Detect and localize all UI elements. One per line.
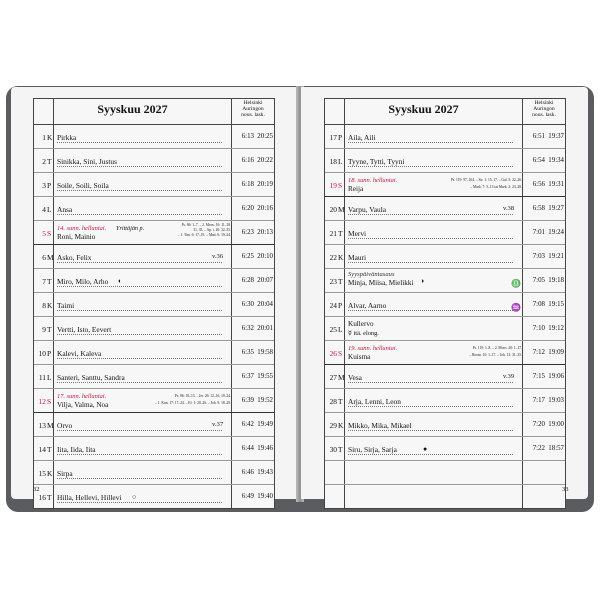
day-number: 1	[42, 133, 46, 142]
sunset-time: 19:27	[548, 205, 564, 212]
holiday-title: 18. sunn. helluntai.	[348, 177, 398, 184]
day-row	[325, 125, 565, 149]
writing-line	[348, 166, 513, 167]
day-row	[34, 485, 274, 508]
writing-line	[57, 262, 222, 263]
day-number: 2	[42, 157, 46, 166]
right-day-rows	[325, 125, 565, 508]
writing-line	[57, 214, 222, 215]
bible-reading-line: Ps. 86: 10–13. – Jer. 26: 12–16, 19–24.	[174, 394, 231, 398]
name-days: Vilja, Valma, Noa	[57, 401, 109, 409]
day-row	[34, 293, 274, 317]
sunrise-time: 7:20	[532, 421, 545, 428]
day-number: 7	[42, 277, 46, 286]
sunrise-time: 7:03	[532, 253, 545, 260]
day-number: 9	[42, 325, 46, 334]
day-row	[34, 317, 274, 341]
name-days: Pirkka	[57, 133, 77, 142]
day-row	[325, 269, 565, 293]
page-number-left: 32	[33, 486, 40, 493]
day-row	[34, 149, 274, 173]
sunset-time: 19:58	[257, 349, 273, 356]
sunset-time: 20:16	[257, 205, 273, 212]
sunrise-time: 6:56	[532, 181, 545, 188]
right-page	[301, 87, 588, 499]
sunrise-time: 6:16	[241, 157, 254, 164]
writing-line	[348, 430, 513, 431]
sunset-time: 20:25	[257, 133, 273, 140]
day-row	[34, 269, 274, 293]
sunrise-time: 7:22	[532, 445, 545, 452]
week-number: v.37	[212, 421, 224, 428]
day-row	[34, 245, 274, 269]
name-days: Vertti, Isto, Eevert	[57, 325, 112, 334]
astronomical-note: Syyspäiväntasaus	[348, 271, 395, 278]
day-row	[325, 245, 565, 269]
writing-line	[57, 430, 222, 431]
sunset-time: 20:07	[257, 277, 273, 284]
name-days: Sirpa	[57, 469, 73, 478]
sunset-time: 19:37	[548, 133, 564, 140]
sunset-time: 19:55	[257, 373, 273, 380]
day-number: 22	[329, 253, 337, 262]
sunset-time: 19:46	[257, 445, 273, 452]
month-title: Syyskuu 2027	[97, 102, 168, 116]
weekday-letter: L	[47, 373, 52, 382]
day-number: 15	[38, 469, 46, 478]
writing-line	[57, 166, 222, 167]
bible-reading-line: – 1. Kun. 17: 17–24. – Ef. 1: 20–26. – Joh. 9: 18–29.	[155, 401, 231, 405]
holiday-extra: Yrittäjän p.	[116, 225, 145, 232]
weekday-letter: K	[47, 469, 53, 478]
bible-reading-line: Ps. 119: 1–8. – 2. Moos. 20: 1–17.	[472, 346, 522, 350]
writing-line	[57, 334, 222, 335]
left-header	[34, 99, 274, 125]
weekday-letter: M	[47, 253, 54, 262]
day-number: 30	[329, 445, 337, 454]
week-number: v.36	[212, 253, 224, 260]
name-days: Siru, Sirja, Sarja	[348, 445, 397, 454]
day-row	[34, 221, 274, 245]
holiday-title: 14. sunn. helluntai.	[57, 225, 107, 232]
day-row	[325, 149, 565, 173]
sunrise-time: 7:08	[532, 301, 545, 308]
left-calendar-grid	[33, 98, 275, 509]
sunrise-time: 6:23	[241, 229, 254, 236]
weekday-letter: T	[47, 445, 52, 454]
sunset-time: 18:57	[548, 445, 564, 452]
day-row	[325, 365, 565, 389]
sunrise-time: 6:37	[241, 373, 254, 380]
name-days: Minja, Miisa, Mielikki	[348, 279, 414, 287]
day-number: 4	[42, 205, 46, 214]
weekday-letter: T	[338, 445, 343, 454]
name-days: Alvar, Aarno	[348, 301, 387, 310]
weekday-letter: P	[47, 181, 52, 190]
day-number: 21	[329, 229, 337, 238]
bible-reading-line: Ps. 86: 1–7. – 2. Moos. 16: 11–18.	[181, 223, 231, 227]
sunrise-time: 7:15	[532, 373, 545, 380]
day-number: 5	[42, 229, 46, 238]
writing-line	[348, 454, 513, 455]
name-days: Kalevi, Kaleva	[57, 349, 102, 358]
sunrise-time: 6:18	[241, 181, 254, 188]
holiday-title: 19. sunn. helluntai.	[348, 345, 398, 352]
name-days: Asko, Felix	[57, 253, 92, 262]
day-row	[34, 461, 274, 485]
sunset-time: 19:40	[257, 493, 273, 500]
weekday-letter: P	[47, 349, 52, 358]
writing-line	[348, 142, 513, 143]
weekday-letter: T	[47, 157, 52, 166]
weekday-letter: K	[47, 301, 53, 310]
writing-line	[57, 382, 222, 383]
day-number: 3	[42, 181, 46, 190]
name-days: Santeri, Santtu, Sandra	[57, 373, 125, 382]
weekday-letter: P	[338, 133, 343, 142]
day-number: 18	[329, 157, 337, 166]
day-row	[34, 413, 274, 437]
name-days: Miro, Milo, Arho	[57, 277, 109, 286]
day-row	[34, 341, 274, 365]
sunset-time: 20:13	[257, 229, 273, 236]
day-number: 28	[329, 397, 337, 406]
name-days: Arja, Lenni, Leon	[348, 397, 401, 406]
day-row	[34, 125, 274, 149]
day-row	[325, 461, 565, 485]
bible-reading-line: Ps. 119: 97–104. – Sir. 1: 15–17. – Gal. 5: 22–26.	[450, 178, 522, 182]
planet-note: ☿ itä. elong.	[348, 330, 379, 337]
name-days: Varpu, Vaula	[348, 205, 387, 214]
name-days: Mauri	[348, 253, 367, 262]
day-row	[325, 413, 565, 437]
name-days: Ansa	[57, 205, 73, 214]
name-days: Hilla, Hellevi, Hillevi	[57, 493, 122, 502]
page-number-right: 33	[562, 486, 569, 493]
day-number: 8	[42, 301, 46, 310]
day-row	[325, 221, 565, 245]
writing-line	[57, 190, 222, 191]
sunset-time: 19:52	[257, 397, 273, 404]
sunrise-time: 7:17	[532, 397, 545, 404]
zodiac-icon: ♒	[511, 303, 521, 312]
name-days: Iita, Iida, Iita	[57, 445, 96, 454]
sunrise-time: 7:10	[532, 325, 545, 332]
moon-phase-icon: ○	[132, 493, 137, 501]
sunrise-time: 6:13	[241, 133, 254, 140]
sunrise-time: 6:35	[241, 349, 254, 356]
right-calendar-grid	[324, 98, 566, 509]
writing-line	[57, 454, 222, 455]
left-page	[11, 87, 298, 502]
bible-reading-line: – Mark. 7: 5–13 tai Mark. 2: 23–28.	[470, 185, 522, 189]
weekday-letter: K	[47, 133, 53, 142]
sunset-time: 19:00	[548, 421, 564, 428]
weekday-letter: L	[47, 205, 52, 214]
writing-line	[57, 478, 222, 479]
writing-line	[348, 238, 513, 239]
zodiac-icon: ♎	[511, 279, 521, 288]
month-title: Syyskuu 2027	[388, 102, 459, 116]
name-days: Aila, Aili	[348, 133, 376, 142]
day-row	[34, 389, 274, 413]
sunset-time: 20:19	[257, 181, 273, 188]
day-number: 23	[329, 277, 337, 286]
sunrise-time: 6:58	[532, 205, 545, 212]
sunset-time: 19:15	[548, 301, 564, 308]
sunset-time: 19:24	[548, 229, 564, 236]
name-days: Mikko, Mika, Mikael	[348, 421, 412, 430]
writing-line	[348, 214, 513, 215]
moon-phase-icon: ◐	[118, 277, 123, 285]
day-row	[325, 173, 565, 197]
day-number: 12	[38, 397, 46, 406]
writing-line	[348, 382, 513, 383]
day-number: 26	[329, 349, 337, 358]
day-number: 16	[38, 493, 46, 502]
name-days: Kullervo	[348, 320, 374, 328]
weekday-letter: T	[338, 277, 343, 286]
name-days: Soile, Soili, Soila	[57, 181, 109, 190]
sunrise-time: 6:30	[241, 301, 254, 308]
weekday-letter: T	[47, 277, 52, 286]
name-days: Mervi	[348, 229, 367, 238]
sunset-time: 19:09	[548, 349, 564, 356]
sunrise-time: 7:12	[532, 349, 545, 356]
weekday-letter: T	[338, 397, 343, 406]
day-row	[34, 173, 274, 197]
sunset-time: 19:12	[548, 325, 564, 332]
weekday-letter: S	[47, 397, 52, 406]
bible-reading-line: – 1. Tim. 6: 17–19. – Matt. 6: 19–24.	[177, 233, 231, 237]
sun-times-header: Helsinki Auringon nous. lask.	[532, 100, 556, 119]
weekday-letter: S	[47, 229, 52, 238]
name-days: Roni, Mainio	[57, 233, 96, 241]
day-number: 19	[329, 181, 337, 190]
sunset-time: 19:34	[548, 157, 564, 164]
sunset-time: 19:49	[257, 421, 273, 428]
day-number: 17	[329, 133, 337, 142]
sunset-time: 19:43	[257, 469, 273, 476]
sunrise-time: 7:01	[532, 229, 545, 236]
moon-phase-icon: ◑	[420, 277, 425, 285]
right-header	[325, 99, 565, 125]
sunrise-time: 6:42	[241, 421, 254, 428]
name-days: Taimi	[57, 301, 75, 310]
sunrise-time: 6:49	[241, 493, 254, 500]
name-days: Sinikka, Sini, Justus	[57, 157, 117, 166]
bible-reading-line: 31, 35. – Ap. t. 20: 32–35.	[193, 228, 231, 232]
sunrise-time: 7:05	[532, 277, 545, 284]
holiday-title: 17. sunn. helluntai.	[57, 393, 107, 400]
day-row	[34, 197, 274, 221]
sunrise-time: 6:51	[532, 133, 545, 140]
day-number: 14	[38, 445, 46, 454]
sunset-time: 19:18	[548, 277, 564, 284]
sunset-time: 19:31	[548, 181, 564, 188]
weekday-letter: L	[338, 157, 343, 166]
day-number: 6	[42, 253, 46, 262]
day-number: 24	[329, 301, 337, 310]
writing-line	[57, 142, 222, 143]
sunset-time: 20:22	[257, 157, 273, 164]
day-row	[34, 365, 274, 389]
sunset-time: 19:03	[548, 397, 564, 404]
writing-line	[57, 286, 222, 287]
day-number: 20	[329, 205, 337, 214]
weekday-letter: M	[47, 421, 54, 430]
name-days: Reija	[348, 185, 364, 193]
day-number: 25	[329, 325, 337, 334]
day-row	[325, 485, 565, 508]
day-row	[325, 293, 565, 317]
sunset-time: 20:01	[257, 325, 273, 332]
sun-times-header: Helsinki Auringon nous. lask.	[241, 100, 265, 119]
name-days: Kuisma	[348, 353, 371, 361]
sunset-time: 20:10	[257, 253, 273, 260]
day-number: 11	[38, 373, 46, 382]
writing-line	[348, 262, 513, 263]
writing-line	[57, 502, 222, 503]
day-number: 10	[38, 349, 46, 358]
sunrise-time: 6:39	[241, 397, 254, 404]
writing-line	[57, 310, 222, 311]
weekday-letter: S	[338, 181, 343, 190]
weekday-letter: M	[338, 205, 345, 214]
weekday-letter: P	[338, 301, 343, 310]
weekday-letter: K	[338, 253, 344, 262]
sunrise-time: 6:46	[241, 469, 254, 476]
left-day-rows	[34, 125, 274, 508]
weekday-letter: T	[47, 325, 52, 334]
weekday-letter: T	[47, 493, 52, 502]
name-days: Vesa	[348, 373, 362, 382]
day-row	[325, 197, 565, 221]
day-number: 27	[329, 373, 337, 382]
day-row	[325, 437, 565, 461]
sunset-time: 19:06	[548, 373, 564, 380]
sunrise-time: 6:28	[241, 277, 254, 284]
sunrise-time: 6:20	[241, 205, 254, 212]
day-row	[325, 341, 565, 365]
writing-line	[348, 310, 513, 311]
day-row	[34, 437, 274, 461]
weekday-letter: M	[338, 373, 345, 382]
name-days: Orvo	[57, 421, 73, 430]
sunrise-time: 6:32	[241, 325, 254, 332]
writing-line	[57, 358, 222, 359]
week-number: v.39	[503, 373, 515, 380]
day-row	[325, 389, 565, 413]
sunrise-time: 6:54	[532, 157, 545, 164]
weekday-letter: L	[338, 325, 343, 334]
sunrise-time: 6:25	[241, 253, 254, 260]
sunrise-time: 6:44	[241, 445, 254, 452]
sunset-time: 20:04	[257, 301, 273, 308]
moon-phase-icon: ●	[423, 445, 428, 453]
day-number: 29	[329, 421, 337, 430]
day-row	[325, 317, 565, 341]
writing-line	[348, 406, 513, 407]
sunset-time: 19:21	[548, 253, 564, 260]
weekday-letter: K	[338, 421, 344, 430]
name-days: Tyyne, Tytti, Tyyni	[348, 157, 405, 166]
weekday-letter: S	[338, 349, 343, 358]
week-number: v.38	[503, 205, 515, 212]
bible-reading-line: – Room. 10: 1–17. – Joh. 13: 31–35.	[469, 353, 522, 357]
weekday-letter: T	[338, 229, 343, 238]
day-number: 13	[38, 421, 46, 430]
